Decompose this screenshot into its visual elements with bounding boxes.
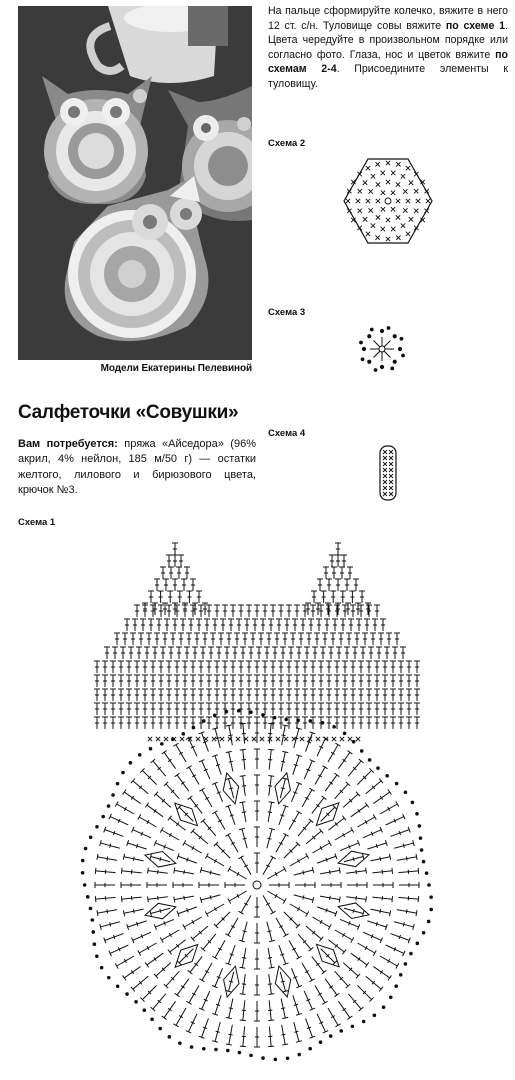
scheme-3-nose-diagram: [356, 322, 408, 376]
instructions-part1: На пальце сформируйте колечко, вяжите в него 12 ст. с/н. Туловище совы вяжите: [268, 5, 508, 32]
instructions-part3: . Присоедините элементы к туловищу.: [268, 63, 509, 90]
scheme-4-flower-diagram: [374, 442, 402, 504]
materials-label: Вам потребуется:: [18, 438, 118, 450]
materials-description: пряжа «Айседора» (96% акрил, 4% нейлон, 185 м/50 г) — остатки желтого, лилового и бирюзового цвета, крючок №3.: [18, 438, 256, 497]
instructions-part2: . Цвета чередуйте в произвольном порядке или согласно фото. Глаза, нос и цветок вяжите: [268, 19, 508, 61]
scheme-2-label: Схема 2: [268, 138, 306, 149]
photo-caption: Модели Екатерины Пелевиной: [100, 363, 252, 374]
instructions-bold2: по схемам 2-4: [268, 48, 508, 76]
owl-coasters-photo: [18, 6, 252, 360]
scheme-2-eye-diagram: [340, 155, 436, 247]
article-title: Салфеточки «Совушки»: [18, 402, 239, 423]
scheme-3-label: Схема 3: [268, 307, 306, 318]
scheme-4-label: Схема 4: [268, 428, 306, 439]
scheme-1-body-diagram: [60, 525, 455, 1073]
instructions-text: [268, 4, 508, 92]
materials-text: [18, 437, 256, 499]
scheme-1-label: Схема 1: [18, 517, 56, 528]
instructions-bold1: по схеме 1: [445, 19, 506, 32]
